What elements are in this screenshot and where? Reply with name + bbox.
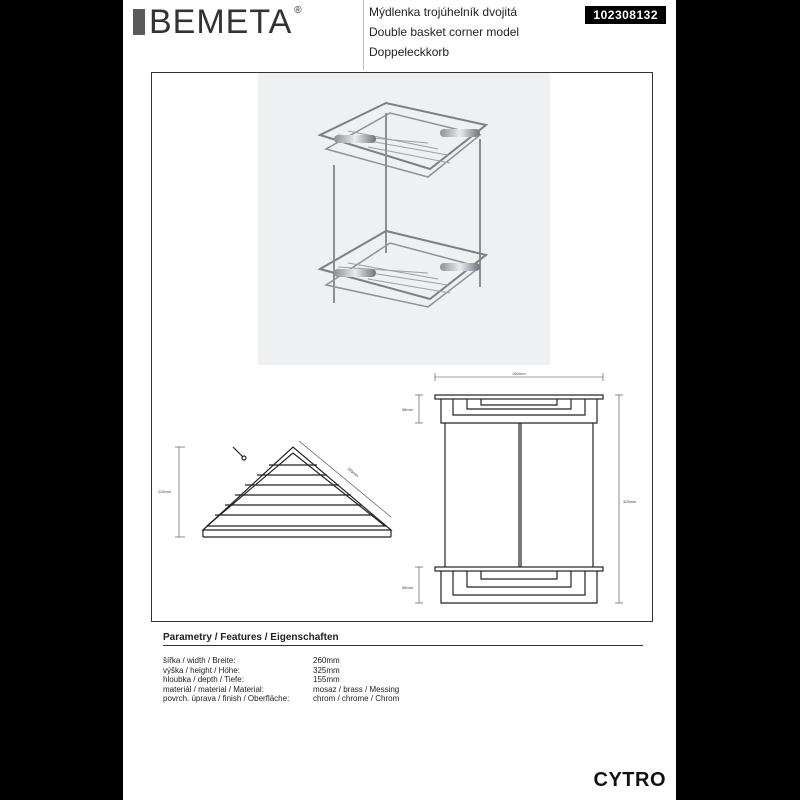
brand-mark-icon <box>133 9 145 35</box>
basket-photo-icon <box>258 73 550 365</box>
front-view-icon <box>435 395 603 603</box>
parameters-rule <box>163 645 643 646</box>
basket-height-label: 55mm <box>401 407 413 412</box>
parameters-section <box>163 632 643 704</box>
param-row <box>163 685 643 695</box>
param-value: mosaz / brass / Messing <box>313 684 400 694</box>
product-sheet <box>123 0 676 800</box>
param-label: povrch. úprava / finish / Oberfläche: <box>163 694 290 703</box>
series-name: CYTRO <box>593 769 666 791</box>
width-dimension-label: 260mm <box>512 371 526 376</box>
dimension-drawing-icon <box>123 365 676 620</box>
brand-logo <box>133 2 302 42</box>
basket-height-label-2: 55mm <box>401 585 413 590</box>
product-code: 102308132 <box>585 6 666 24</box>
param-label: materiál / material / Material: <box>163 684 264 694</box>
product-photo <box>258 73 550 365</box>
param-label: výška / height / Höhe: <box>163 665 240 675</box>
param-row <box>163 675 643 685</box>
title-cs: Mýdlenka trojúhelník dvojitá <box>369 5 518 19</box>
technical-drawing <box>123 365 676 620</box>
registered-mark: ® <box>294 4 302 16</box>
param-row <box>163 694 643 704</box>
brand-name: BEMETA <box>149 3 293 41</box>
param-value: 155mm <box>313 675 340 684</box>
parameters-title: Parametry / Features / Eigenschaften <box>163 632 339 643</box>
param-value: chrom / chrome / Chrom <box>313 694 400 703</box>
header-divider <box>363 0 364 70</box>
param-row <box>163 656 643 666</box>
param-value: 325mm <box>313 665 340 675</box>
param-row <box>163 666 643 676</box>
param-label: šířka / width / Breite: <box>163 656 236 665</box>
title-de: Doppeleckkorb <box>369 45 450 59</box>
title-en: Double basket corner model <box>369 25 520 39</box>
param-label: hloubka / depth / Tiefe: <box>163 675 244 684</box>
product-titles <box>369 2 519 62</box>
top-view-icon <box>203 447 391 537</box>
param-value: 260mm <box>313 656 340 665</box>
side-dimension-label: 115mm <box>157 489 171 494</box>
diagonal-dimension-label: 185mm <box>346 465 360 479</box>
height-dimension-label: 325mm <box>623 499 637 504</box>
